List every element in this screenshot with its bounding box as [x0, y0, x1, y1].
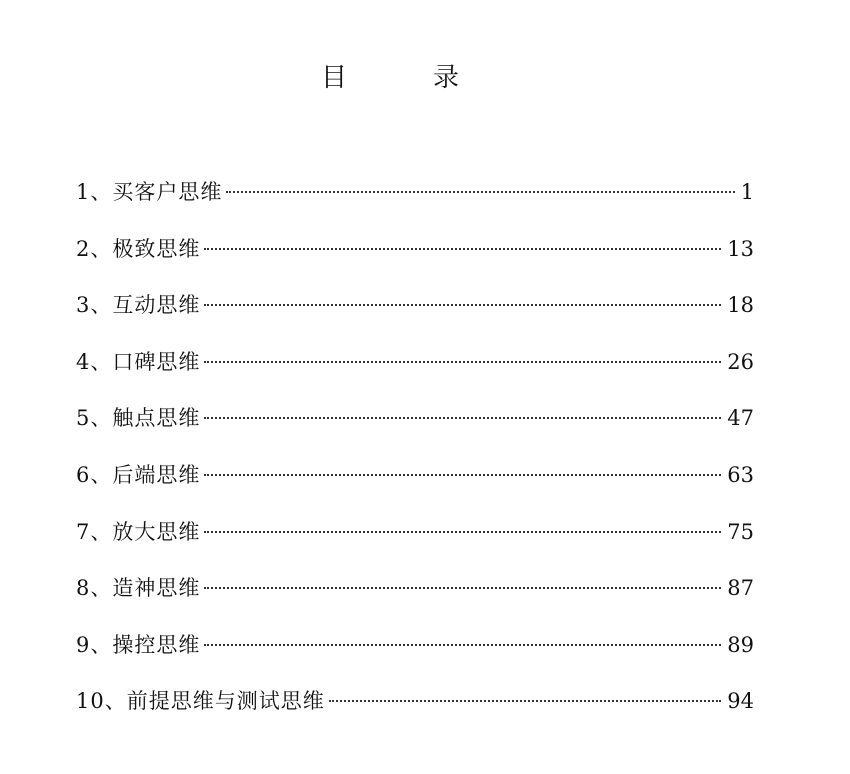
dot-leader — [204, 474, 721, 476]
dot-leader — [226, 191, 734, 193]
toc-entry-page: 47 — [727, 406, 754, 431]
toc-entry-2[interactable] — [76, 227, 754, 284]
toc-entry-page: 75 — [727, 519, 754, 544]
toc-entry-label: 9、操控思维 — [76, 632, 201, 657]
toc-entry-label: 7、放大思维 — [76, 519, 201, 544]
toc-entry-label: 3、互动思维 — [76, 293, 201, 318]
toc-entry-page: 63 — [727, 462, 754, 487]
table-of-contents — [76, 170, 754, 736]
toc-entry-6[interactable] — [76, 453, 754, 510]
toc-entry-page: 94 — [727, 689, 754, 714]
dot-leader — [204, 417, 721, 419]
dot-leader — [204, 531, 721, 533]
toc-entry-label: 6、后端思维 — [76, 462, 201, 487]
dot-leader — [204, 361, 721, 363]
dot-leader — [204, 587, 721, 589]
dot-leader — [329, 700, 722, 702]
toc-entry-3[interactable] — [76, 283, 754, 340]
toc-entry-label: 2、极致思维 — [76, 236, 201, 261]
toc-entry-7[interactable] — [76, 510, 754, 567]
toc-entry-5[interactable] — [76, 396, 754, 453]
toc-entry-1[interactable] — [76, 170, 754, 227]
dot-leader — [204, 304, 721, 306]
toc-entry-page: 26 — [727, 349, 754, 374]
toc-title: 目 录 — [320, 63, 489, 93]
toc-entry-label: 5、触点思维 — [76, 406, 201, 431]
toc-entry-page: 18 — [727, 293, 754, 318]
dot-leader — [204, 644, 721, 646]
toc-entry-label: 10、前提思维与测试思维 — [76, 689, 325, 714]
toc-entry-page: 87 — [727, 576, 754, 601]
toc-entry-page: 89 — [727, 632, 754, 657]
toc-entry-8[interactable] — [76, 566, 754, 623]
toc-entry-4[interactable] — [76, 340, 754, 397]
toc-entry-label: 4、口碑思维 — [76, 349, 201, 374]
toc-entry-page: 1 — [740, 180, 754, 204]
toc-entry-page: 13 — [727, 236, 754, 261]
dot-leader — [204, 248, 721, 250]
toc-entry-label: 8、造神思维 — [76, 576, 201, 601]
toc-entry-label: 1、买客户思维 — [76, 180, 223, 204]
toc-entry-9[interactable] — [76, 623, 754, 680]
toc-entry-10[interactable] — [76, 679, 754, 736]
